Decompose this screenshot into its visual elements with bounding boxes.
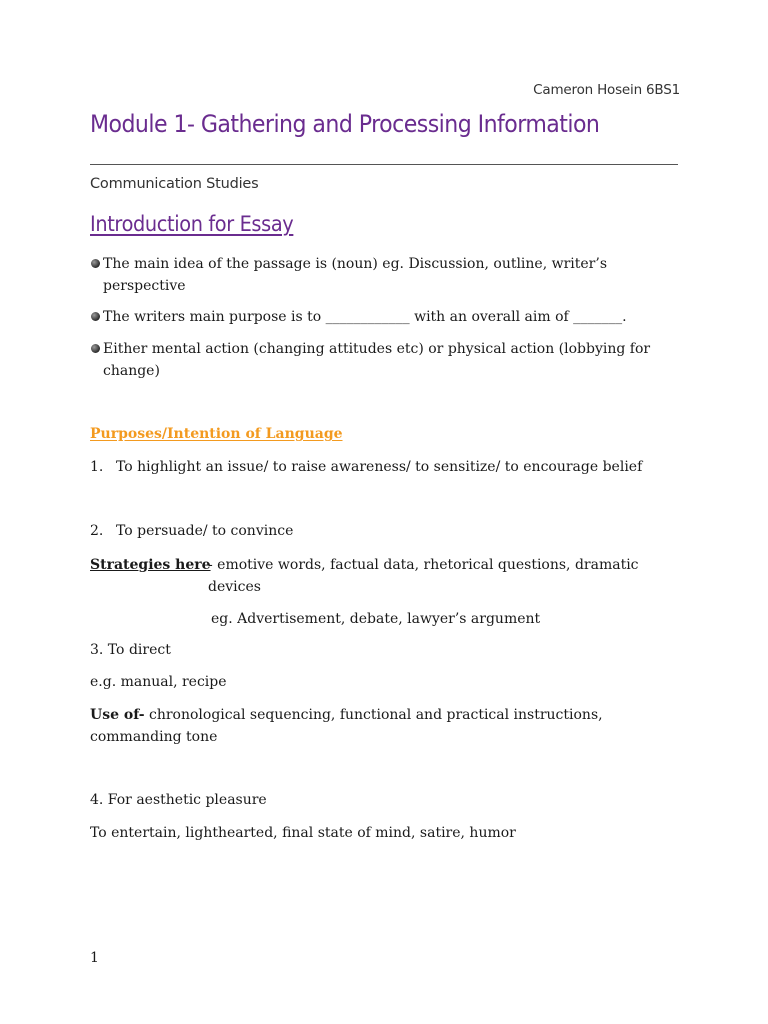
purpose-item-4-description: To entertain, lighthearted, final state of mind, satire, humor xyxy=(90,825,516,841)
subject-label: Communication Studies xyxy=(90,176,259,192)
horizontal-rule xyxy=(90,164,678,165)
item-number: 2. xyxy=(90,523,104,539)
strategies-example: eg. Advertisement, debate, lawyer’s argument xyxy=(211,611,541,627)
intro-bullet-1 xyxy=(90,254,690,297)
page-number: 1 xyxy=(90,950,99,966)
purpose-item-2 xyxy=(90,521,293,543)
bullet-dot-icon xyxy=(91,312,100,321)
item-number: 1. xyxy=(90,459,104,475)
bullet-dot-icon xyxy=(91,344,100,353)
item-text: To persuade/ to convince xyxy=(116,523,294,539)
bullet-text: Either mental action (changing attitudes etc) or physical action (lobbying for change) xyxy=(103,341,651,379)
strategies-label: Strategies here xyxy=(90,557,211,573)
use-of-line xyxy=(90,705,650,748)
bullet-text: The main idea of the passage is (noun) eg. Discussion, outline, writer’s perspective xyxy=(103,256,608,294)
bullet-dot-icon xyxy=(91,259,100,268)
purpose-item-4: 4. For aesthetic pleasure xyxy=(90,792,267,808)
use-of-label: Use of- xyxy=(90,707,145,723)
module-title: Module 1- Gathering and Processing Information xyxy=(90,110,600,138)
bullet-text: The writers main purpose is to ____________ with an overall aim of _______. xyxy=(103,309,627,325)
item-text: To highlight an issue/ to raise awareness/ to sensitize/ to encourage belief xyxy=(116,459,643,475)
author-name: Cameron Hosein 6BS1 xyxy=(533,82,680,98)
use-of-text: chronological sequencing, functional and practical instructions, commanding tone xyxy=(90,707,603,745)
purpose-item-3-example: e.g. manual, recipe xyxy=(90,674,227,690)
purpose-item-3: 3. To direct xyxy=(90,642,171,658)
intro-heading: Introduction for Essay xyxy=(90,212,294,236)
intro-bullet-2 xyxy=(90,307,690,329)
purposes-heading: Purposes/Intention of Language xyxy=(90,426,343,442)
strategies-text: - emotive words, factual data, rhetorical questions, dramatic devices xyxy=(208,557,639,595)
intro-bullet-3 xyxy=(90,339,670,382)
purpose-item-1 xyxy=(90,457,642,479)
